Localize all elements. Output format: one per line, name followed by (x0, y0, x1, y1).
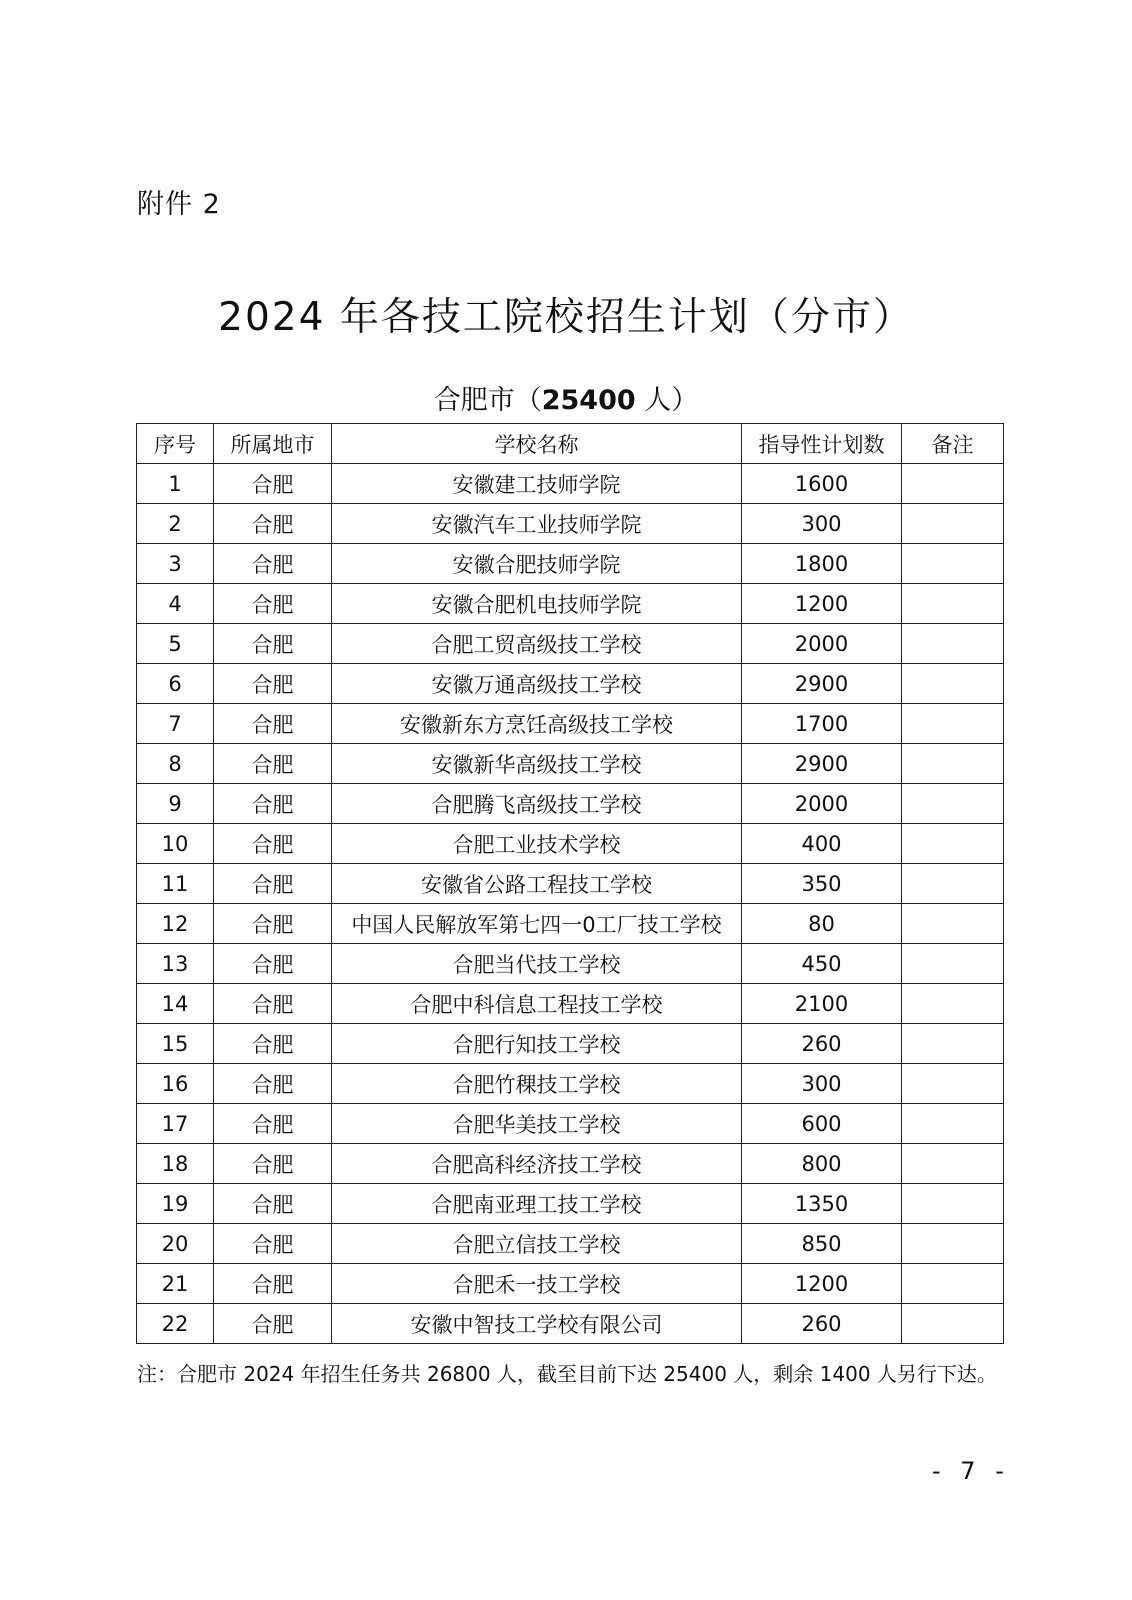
cell-school: 合肥华美技工学校 (332, 1104, 742, 1144)
cell-school: 安徽新华高级技工学校 (332, 744, 742, 784)
cell-city: 合肥 (214, 1264, 332, 1304)
cell-city: 合肥 (214, 864, 332, 904)
cell-school: 合肥当代技工学校 (332, 944, 742, 984)
cell-school: 合肥南亚理工技工学校 (332, 1184, 742, 1224)
cell-no: 16 (137, 1064, 214, 1104)
cell-no: 15 (137, 1024, 214, 1064)
cell-city: 合肥 (214, 1224, 332, 1264)
cell-remark (902, 1064, 1004, 1104)
cell-school: 中国人民解放军第七四一0工厂技工学校 (332, 904, 742, 944)
header-no: 序号 (137, 424, 214, 464)
table-row (137, 544, 1004, 584)
cell-no: 5 (137, 624, 214, 664)
cell-city: 合肥 (214, 584, 332, 624)
table-row (137, 1304, 1004, 1344)
section-subtitle (0, 378, 1132, 417)
cell-remark (902, 584, 1004, 624)
cell-city: 合肥 (214, 464, 332, 504)
attachment-label: 附件 2 (137, 189, 221, 220)
cell-remark (902, 1224, 1004, 1264)
cell-remark (902, 504, 1004, 544)
cell-plan: 1700 (742, 704, 902, 744)
table-row (137, 784, 1004, 824)
cell-plan: 300 (742, 1064, 902, 1104)
cell-city: 合肥 (214, 1024, 332, 1064)
header-school: 学校名称 (332, 424, 742, 464)
cell-no: 4 (137, 584, 214, 624)
cell-school: 安徽合肥技师学院 (332, 544, 742, 584)
cell-no: 2 (137, 504, 214, 544)
cell-no: 22 (137, 1304, 214, 1344)
cell-remark (902, 744, 1004, 784)
cell-city: 合肥 (214, 544, 332, 584)
cell-remark (902, 944, 1004, 984)
cell-no: 19 (137, 1184, 214, 1224)
cell-no: 13 (137, 944, 214, 984)
cell-plan: 400 (742, 824, 902, 864)
cell-city: 合肥 (214, 744, 332, 784)
table-row (137, 1144, 1004, 1184)
cell-school: 合肥中科信息工程技工学校 (332, 984, 742, 1024)
cell-plan: 2900 (742, 744, 902, 784)
cell-city: 合肥 (214, 664, 332, 704)
table-body (137, 464, 1004, 1344)
cell-no: 6 (137, 664, 214, 704)
cell-school: 安徽新东方烹饪高级技工学校 (332, 704, 742, 744)
cell-school: 安徽万通高级技工学校 (332, 664, 742, 704)
cell-remark (902, 704, 1004, 744)
header-remark: 备注 (902, 424, 1004, 464)
cell-school: 合肥工业技术学校 (332, 824, 742, 864)
table-row (137, 744, 1004, 784)
cell-plan: 260 (742, 1024, 902, 1064)
table-row (137, 864, 1004, 904)
cell-city: 合肥 (214, 1064, 332, 1104)
cell-school: 合肥竹稞技工学校 (332, 1064, 742, 1104)
cell-city: 合肥 (214, 504, 332, 544)
cell-no: 20 (137, 1224, 214, 1264)
cell-remark (902, 1264, 1004, 1304)
table-header-row (137, 424, 1004, 464)
cell-remark (902, 1144, 1004, 1184)
cell-plan: 800 (742, 1144, 902, 1184)
page-title: 2024 年各技工院校招生计划（分市） (218, 295, 914, 340)
cell-remark (902, 824, 1004, 864)
cell-city: 合肥 (214, 784, 332, 824)
footnote: 注：合肥市 2024 年招生任务共 26800 人，截至目前下达 25400 人，剩余 1400 人另行下达。 (137, 1362, 997, 1386)
cell-plan: 350 (742, 864, 902, 904)
cell-no: 17 (137, 1104, 214, 1144)
cell-no: 11 (137, 864, 214, 904)
cell-city: 合肥 (214, 944, 332, 984)
subtitle-suffix: 人） (635, 385, 699, 416)
cell-plan: 260 (742, 1304, 902, 1344)
cell-no: 1 (137, 464, 214, 504)
table-row (137, 904, 1004, 944)
cell-school: 安徽合肥机电技师学院 (332, 584, 742, 624)
cell-no: 8 (137, 744, 214, 784)
cell-city: 合肥 (214, 824, 332, 864)
table-row (137, 1184, 1004, 1224)
cell-remark (902, 544, 1004, 584)
cell-city: 合肥 (214, 1144, 332, 1184)
table-row (137, 704, 1004, 744)
table-row (137, 664, 1004, 704)
cell-plan: 300 (742, 504, 902, 544)
cell-plan: 1200 (742, 1264, 902, 1304)
cell-no: 9 (137, 784, 214, 824)
table-row (137, 944, 1004, 984)
cell-school: 合肥禾一技工学校 (332, 1264, 742, 1304)
cell-city: 合肥 (214, 904, 332, 944)
cell-remark (902, 1184, 1004, 1224)
cell-remark (902, 984, 1004, 1024)
cell-remark (902, 904, 1004, 944)
cell-plan: 2000 (742, 784, 902, 824)
header-city: 所属地市 (214, 424, 332, 464)
cell-school: 合肥工贸高级技工学校 (332, 624, 742, 664)
cell-plan: 450 (742, 944, 902, 984)
cell-plan: 1350 (742, 1184, 902, 1224)
cell-plan: 1800 (742, 544, 902, 584)
enrollment-plan-table (136, 423, 1004, 1344)
cell-plan: 850 (742, 1224, 902, 1264)
cell-no: 3 (137, 544, 214, 584)
cell-school: 合肥高科经济技工学校 (332, 1144, 742, 1184)
header-plan: 指导性计划数 (742, 424, 902, 464)
cell-remark (902, 624, 1004, 664)
cell-school: 安徽汽车工业技师学院 (332, 504, 742, 544)
cell-plan: 2000 (742, 624, 902, 664)
cell-remark (902, 1104, 1004, 1144)
cell-school: 安徽建工技师学院 (332, 464, 742, 504)
cell-plan: 2100 (742, 984, 902, 1024)
cell-school: 合肥立信技工学校 (332, 1224, 742, 1264)
cell-plan: 80 (742, 904, 902, 944)
cell-no: 18 (137, 1144, 214, 1184)
table-row (137, 984, 1004, 1024)
table-row (137, 624, 1004, 664)
cell-no: 12 (137, 904, 214, 944)
table-row (137, 1104, 1004, 1144)
cell-no: 10 (137, 824, 214, 864)
cell-school: 合肥行知技工学校 (332, 1024, 742, 1064)
table-row (137, 1264, 1004, 1304)
cell-city: 合肥 (214, 1304, 332, 1344)
cell-city: 合肥 (214, 984, 332, 1024)
cell-school: 安徽省公路工程技工学校 (332, 864, 742, 904)
cell-city: 合肥 (214, 704, 332, 744)
page-number: - 7 - (932, 1457, 1010, 1485)
cell-no: 14 (137, 984, 214, 1024)
cell-city: 合肥 (214, 624, 332, 664)
cell-remark (902, 864, 1004, 904)
table-row (137, 584, 1004, 624)
subtitle-city: 合肥市（ (433, 385, 542, 416)
cell-city: 合肥 (214, 1104, 332, 1144)
table-row (137, 1024, 1004, 1064)
cell-remark (902, 1024, 1004, 1064)
cell-plan: 2900 (742, 664, 902, 704)
cell-no: 7 (137, 704, 214, 744)
cell-plan: 1200 (742, 584, 902, 624)
table-row (137, 504, 1004, 544)
table-row (137, 1064, 1004, 1104)
cell-remark (902, 664, 1004, 704)
cell-remark (902, 1304, 1004, 1344)
subtitle-count: 25400 (541, 385, 636, 416)
table-row (137, 1224, 1004, 1264)
table-row (137, 824, 1004, 864)
cell-remark (902, 464, 1004, 504)
cell-plan: 600 (742, 1104, 902, 1144)
table-row (137, 464, 1004, 504)
cell-plan: 1600 (742, 464, 902, 504)
cell-city: 合肥 (214, 1184, 332, 1224)
cell-no: 21 (137, 1264, 214, 1304)
cell-school: 合肥腾飞高级技工学校 (332, 784, 742, 824)
cell-remark (902, 784, 1004, 824)
cell-school: 安徽中智技工学校有限公司 (332, 1304, 742, 1344)
